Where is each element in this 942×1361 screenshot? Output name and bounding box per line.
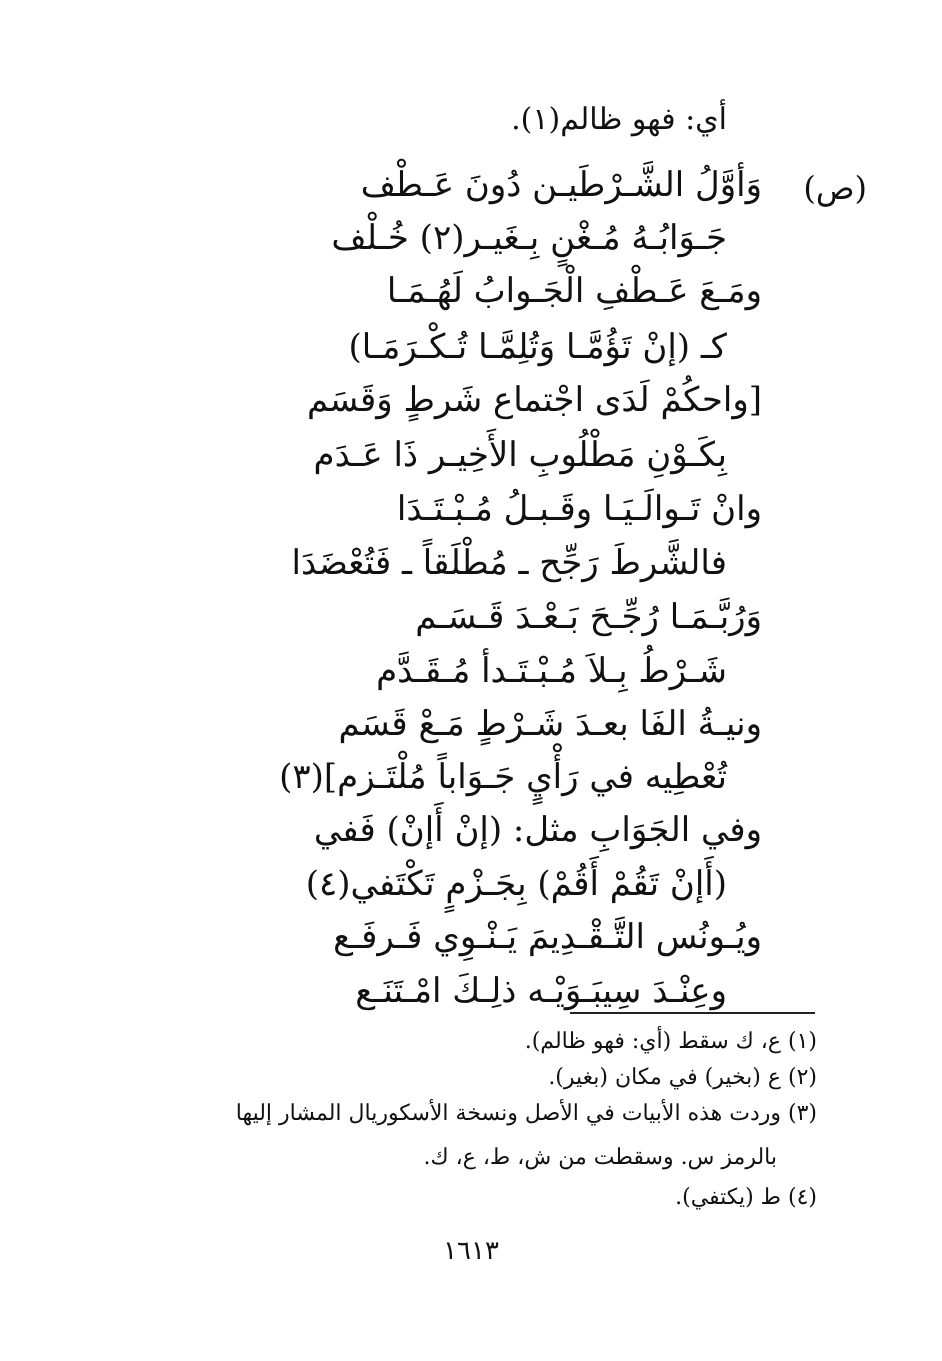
verse-line: جَـوَابُـهُ مُـغْنٍ بِـغَيـر(٢) خُـلْف (331, 218, 727, 258)
verse-line: وفي الجَوَابِ مثل: (إنْ أَإنْ) فَفي (313, 810, 762, 850)
verse-line: شَـرْطُ بِـلاَ مُـبْـتَـدأ مُـقَـدَّم (376, 651, 727, 691)
verse-line: وانْ تَـوالَـيَـا وقَـبـلُ مُـبْـتَـدَا (396, 489, 762, 529)
page-number: ١٦١٣ (443, 1236, 499, 1266)
verse-line: [واحكُمْ لَدَى اجْتماع شَرطٍ وَقَسَم (307, 380, 762, 420)
footnote-divider (570, 1012, 815, 1014)
verse-line: تُعْطِيه في رَأْيٍ جَـوَاباً مُلْتَـزم](٣) (279, 757, 727, 797)
footnote: (٢) ع (بخير) في مكان (بغير). (548, 1065, 817, 1090)
section-label: (ص) (803, 169, 867, 207)
verse-line: وَرُبَّـمَـا رُجِّـحَ بَـعْـدَ قَـسَـم (415, 597, 762, 637)
verse-line: وعِنْـدَ سِيبَـوَيْـه ذلِـكَ امْـتَنَـع (355, 971, 727, 1011)
verse-line: ومَـعَ عَـطْفِ الْجَـوابُ لَهُـمَـا (386, 271, 762, 311)
verse-line: فالشَّرطَ رَجِّح ـ مُطْلَقاً ـ فَتُعْضَدَا (291, 543, 727, 583)
verse-line: ونيـةُ الفَا بعـدَ شَـرْطٍ مَـعْ قَسَم (338, 704, 762, 744)
verse-line: وَأوَّلُ الشَّـرْطَيـن دُونَ عَـطْف (360, 165, 762, 205)
footnote: (٤) ط (يكتفي). (675, 1185, 817, 1210)
verse-line: (أَإنْ تَقُمْ أَقُمْ) بِجَـزْمٍ تَكْتَفي(٤) (305, 864, 727, 904)
verse-line: ويُـونُس التَّـقْـدِيمَ يَـنْـوِي فَـرفَـع (333, 917, 762, 957)
intro-line: أي: فهو ظالم(١). (511, 102, 727, 137)
footnote: (٣) وردت هذه الأبيات في الأصل ونسخة الأسكوريال المشار إليها (235, 1101, 817, 1126)
footnote-continuation: بالرمز س. وسقطت من ش، ط، ع، ك. (423, 1145, 777, 1170)
verse-line: كـ (إنْ تَؤُمَّـا وَتُلِمَّـا تُـكْـرَمَـا) (348, 327, 727, 367)
verse-line: بِكَـوْنِ مَطْلُوبِ الأَخِيـر ذَا عَـدَم (313, 435, 727, 475)
footnote: (١) ع، ك سقط (أي: فهو ظالم). (524, 1029, 817, 1054)
